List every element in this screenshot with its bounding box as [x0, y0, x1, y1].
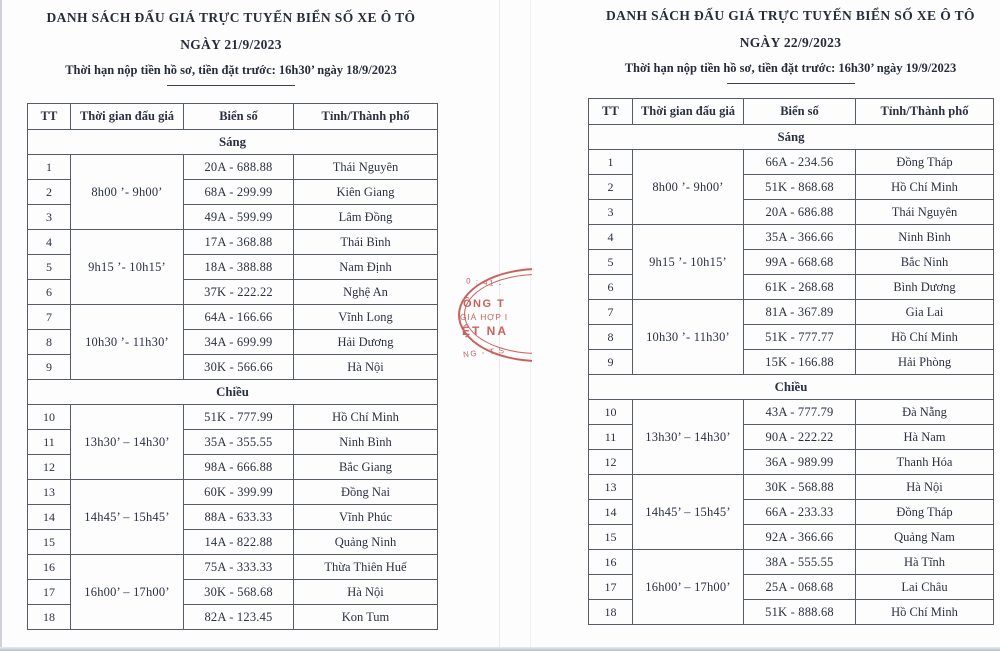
plate-cell: 30K - 568.68: [184, 580, 294, 605]
tt-cell: 6: [28, 280, 71, 305]
province-cell: Gia Lai: [856, 300, 994, 325]
header-rule: [727, 83, 855, 84]
table-row: [589, 225, 994, 250]
province-cell: Hồ Chí Minh: [294, 405, 438, 430]
table-header-row: [589, 99, 994, 125]
plate-cell: 36A - 989.99: [744, 450, 856, 475]
tt-cell: 18: [28, 605, 71, 630]
tt-cell: 5: [28, 255, 71, 280]
tt-cell: 9: [28, 355, 71, 380]
section-label: Sáng: [589, 125, 994, 150]
tt-cell: 15: [589, 525, 633, 550]
section-label: Chiều: [28, 380, 438, 405]
province-cell: Hà Nội: [294, 580, 438, 605]
tt-cell: 12: [589, 450, 633, 475]
table-row: [28, 480, 438, 505]
page-right-header: [588, 8, 993, 84]
time-cell: 14h45’ – 15h45’: [71, 480, 184, 555]
province-cell: Quảng Ninh: [294, 530, 438, 555]
tt-cell: 17: [28, 580, 71, 605]
tt-cell: 11: [589, 425, 633, 450]
section-row: [589, 375, 994, 400]
province-cell: Hải Phòng: [856, 350, 994, 375]
plate-cell: 82A - 123.45: [184, 605, 294, 630]
stamp-line3: ỆT NA: [462, 324, 508, 338]
plate-cell: 49A - 599.99: [184, 205, 294, 230]
plate-cell: 14A - 822.88: [184, 530, 294, 555]
stamp-line1: ÔNG T: [463, 298, 506, 310]
time-cell: 16h00’ – 17h00’: [633, 550, 744, 625]
tt-cell: 1: [589, 150, 633, 175]
tt-cell: 7: [589, 300, 633, 325]
col-header-province: Tỉnh/Thành phố: [856, 99, 994, 125]
plate-cell: 98A - 666.88: [184, 455, 294, 480]
plate-cell: 99A - 668.68: [744, 250, 856, 275]
province-cell: Vĩnh Long: [294, 305, 438, 330]
province-cell: Lai Châu: [856, 575, 994, 600]
tt-cell: 12: [28, 455, 71, 480]
red-stamp-seal: [454, 266, 532, 366]
table-row: [28, 155, 438, 180]
province-cell: Thanh Hóa: [856, 450, 994, 475]
plate-cell: 35A - 366.66: [744, 225, 856, 250]
plate-cell: 66A - 233.33: [744, 500, 856, 525]
tt-cell: 9: [589, 350, 633, 375]
plate-cell: 61K - 268.68: [744, 275, 856, 300]
tt-cell: 13: [589, 475, 633, 500]
time-cell: 10h30 ’- 11h30’: [633, 300, 744, 375]
col-header-plate: Biển số: [184, 104, 294, 130]
tt-cell: 14: [28, 505, 71, 530]
province-cell: Đồng Tháp: [856, 150, 994, 175]
plate-cell: 66A - 234.56: [744, 150, 856, 175]
plate-cell: 20A - 686.88: [744, 200, 856, 225]
province-cell: Thái Nguyên: [856, 200, 994, 225]
stamp-arc-bottom-text: NG - T.S: [462, 345, 506, 360]
time-cell: 13h30’ – 14h30’: [71, 405, 184, 480]
section-label: Sáng: [28, 130, 438, 155]
tt-cell: 7: [28, 305, 71, 330]
table-row: [28, 305, 438, 330]
province-cell: Bắc Giang: [294, 455, 438, 480]
plate-cell: 25A - 068.68: [744, 575, 856, 600]
plate-cell: 37K - 222.22: [184, 280, 294, 305]
province-cell: Kiên Giang: [294, 180, 438, 205]
plate-cell: 30K - 568.88: [744, 475, 856, 500]
plate-cell: 43A - 777.79: [744, 400, 856, 425]
tt-cell: 4: [28, 230, 71, 255]
plate-cell: 34A - 699.99: [184, 330, 294, 355]
province-cell: Kon Tum: [294, 605, 438, 630]
tt-cell: 8: [28, 330, 71, 355]
plate-cell: 17A - 368.88: [184, 230, 294, 255]
section-row: [28, 130, 438, 155]
time-cell: 14h45’ – 15h45’: [633, 475, 744, 550]
tt-cell: 4: [589, 225, 633, 250]
tt-cell: 16: [28, 555, 71, 580]
province-cell: Bình Dương: [856, 275, 994, 300]
plate-cell: 35A - 355.55: [184, 430, 294, 455]
province-cell: Hà Nam: [856, 425, 994, 450]
scan-left-edge: [0, 0, 2, 651]
tt-cell: 2: [28, 180, 71, 205]
plate-cell: 90A - 222.22: [744, 425, 856, 450]
province-cell: Nghệ An: [294, 280, 438, 305]
col-header-tt: TT: [28, 104, 71, 130]
province-cell: Hồ Chí Minh: [856, 175, 994, 200]
tt-cell: 15: [28, 530, 71, 555]
province-cell: Hà Nội: [856, 475, 994, 500]
province-cell: Bắc Ninh: [856, 250, 994, 275]
plate-cell: 88A - 633.33: [184, 505, 294, 530]
col-header-time: Thời gian đấu giá: [633, 99, 744, 125]
plate-cell: 75A - 333.33: [184, 555, 294, 580]
col-header-time: Thời gian đấu giá: [71, 104, 184, 130]
table-row: [589, 400, 994, 425]
page-left-header: [25, 10, 437, 86]
col-header-tt: TT: [589, 99, 633, 125]
scan-bottom-edge: [0, 647, 1000, 651]
table-row: [28, 405, 438, 430]
auction-table-22-9: [588, 98, 994, 625]
plate-cell: 38A - 555.55: [744, 550, 856, 575]
tt-cell: 13: [28, 480, 71, 505]
time-cell: 9h15 ’- 10h15’: [71, 230, 184, 305]
time-cell: 9h15 ’- 10h15’: [633, 225, 744, 300]
province-cell: Thừa Thiên Huế: [294, 555, 438, 580]
time-cell: 10h30 ’- 11h30’: [71, 305, 184, 380]
table-row: [589, 475, 994, 500]
tt-cell: 6: [589, 275, 633, 300]
table-row: [589, 300, 994, 325]
province-cell: Hà Tĩnh: [856, 550, 994, 575]
province-cell: Quảng Nam: [856, 525, 994, 550]
tt-cell: 1: [28, 155, 71, 180]
plate-cell: 68A - 299.99: [184, 180, 294, 205]
province-cell: Hồ Chí Minh: [856, 325, 994, 350]
plate-cell: 20A - 688.88: [184, 155, 294, 180]
tt-cell: 18: [589, 600, 633, 625]
plate-cell: 51K - 777.77: [744, 325, 856, 350]
table-header-row: [28, 104, 438, 130]
province-cell: Hải Dương: [294, 330, 438, 355]
page-date: NGÀY 21/9/2023: [180, 37, 282, 52]
tt-cell: 14: [589, 500, 633, 525]
province-cell: Ninh Bình: [294, 430, 438, 455]
plate-cell: 30K - 566.66: [184, 355, 294, 380]
page-title: DANH SÁCH ĐẤU GIÁ TRỰC TUYẾN BIỂN SỐ XE Ô TÔ: [46, 10, 416, 25]
province-cell: Hồ Chí Minh: [856, 600, 994, 625]
province-cell: Vĩnh Phúc: [294, 505, 438, 530]
tt-cell: 11: [28, 430, 71, 455]
page-date: NGÀY 22/9/2023: [739, 35, 842, 50]
col-header-plate: Biển số: [744, 99, 856, 125]
section-row: [28, 380, 438, 405]
col-header-province: Tỉnh/Thành phố: [294, 104, 438, 130]
plate-cell: 60K - 399.99: [184, 480, 294, 505]
time-cell: 8h00 ’- 9h00’: [633, 150, 744, 225]
section-row: [589, 125, 994, 150]
time-cell: 16h00’ – 17h00’: [71, 555, 184, 630]
tt-cell: 10: [28, 405, 71, 430]
plate-cell: 51K - 888.68: [744, 600, 856, 625]
province-cell: Lâm Đồng: [294, 205, 438, 230]
province-cell: Đà Nẵng: [856, 400, 994, 425]
stamp-line2: GIÁ HỢP I: [460, 312, 508, 322]
plate-cell: 92A - 366.66: [744, 525, 856, 550]
auction-table-21-9: [27, 103, 438, 630]
province-cell: Ninh Bình: [856, 225, 994, 250]
tt-cell: 10: [589, 400, 633, 425]
plate-cell: 51K - 777.99: [184, 405, 294, 430]
tt-cell: 17: [589, 575, 633, 600]
table-row: [28, 230, 438, 255]
deadline-line: Thời hạn nộp tiền hồ sơ, tiền đặt trước: 16h30’ ngày 19/9/2023: [624, 61, 957, 75]
province-cell: Nam Định: [294, 255, 438, 280]
plate-cell: 81A - 367.89: [744, 300, 856, 325]
plate-cell: 64A - 166.66: [184, 305, 294, 330]
table-row: [28, 555, 438, 580]
time-cell: 13h30’ – 14h30’: [633, 400, 744, 475]
tt-cell: 5: [589, 250, 633, 275]
header-rule: [167, 85, 295, 86]
section-label: Chiều: [589, 375, 994, 400]
province-cell: Thái Bình: [294, 230, 438, 255]
tt-cell: 3: [589, 200, 633, 225]
tt-cell: 8: [589, 325, 633, 350]
table-row: [589, 550, 994, 575]
province-cell: Đồng Tháp: [856, 500, 994, 525]
tt-cell: 16: [589, 550, 633, 575]
province-cell: Hà Nội: [294, 355, 438, 380]
time-cell: 8h00 ’- 9h00’: [71, 155, 184, 230]
plate-cell: 51K - 868.68: [744, 175, 856, 200]
page-title: DANH SÁCH ĐẤU GIÁ TRỰC TUYẾN BIỂN SỐ XE Ô TÔ: [606, 8, 975, 23]
deadline-line: Thời hạn nộp tiền hồ sơ, tiền đặt trước: 16h30’ ngày 18/9/2023: [65, 63, 397, 77]
province-cell: Đồng Nai: [294, 480, 438, 505]
plate-cell: 15K - 166.88: [744, 350, 856, 375]
tt-cell: 3: [28, 205, 71, 230]
province-cell: Thái Nguyên: [294, 155, 438, 180]
table-row: [589, 150, 994, 175]
tt-cell: 2: [589, 175, 633, 200]
stamp-arc-top-text: 0 : 41 -: [465, 276, 504, 289]
plate-cell: 18A - 388.88: [184, 255, 294, 280]
